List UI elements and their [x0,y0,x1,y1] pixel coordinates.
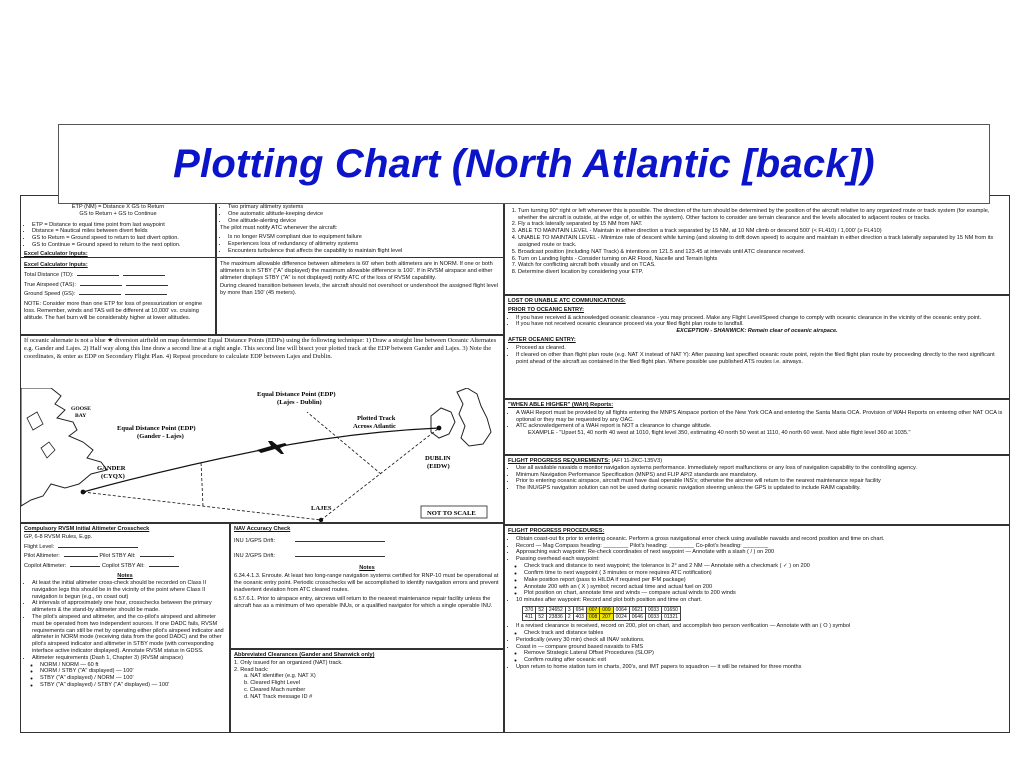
edp-gander-sublabel: (Gander - Lajes) [137,433,184,440]
contingency-step: 3. ABLE TO MAINTAIN LEVEL - Maintain in either direction a track separated by 15 NM, at 10 NM climb or descend 500' (< FL410) / 1,000' (≥ FL410) [518,228,1006,235]
prior-entry-item: • If you have received & acknowledged oceanic clearance - you may proceed. Make any Flight Level/Speed change to comply with oceanic clearance in the vicinity of the oceanic entry point. [516,315,1006,322]
log-cell: 3 [565,606,573,613]
wah-section [504,399,1010,455]
fpr-item: • Minimum Navigation Performance Specification (MNPS) and FLIP AP/2 standards are mandatory. [516,472,1006,479]
crosscheck-sub: GP, 6-8 RVSM Rules, E.gp. [24,533,93,540]
log-cell: 01650 [662,606,681,613]
contingency-section [504,195,1010,295]
goose-bay-label: GOOSE [71,406,91,412]
log-cell: 403 [573,614,586,621]
edp-bisector-1 [201,462,203,506]
contingency-step: 5. Broadcast position (including NAT Track) & intentions on 121.5 and 123.45 at intervals until ATC clearance received. [518,249,1006,256]
etp-formula-top: ETP (NM) = Distance X GS to Return [71,204,165,210]
prior-entry-heading: PRIOR TO OCEANIC ENTRY: [508,306,585,313]
crosscheck-note: • At intervals of approximately one hour, crosschecks between the primary altimeters & the stand-by altimeter should be made. [32,600,226,614]
fpp-item: • Passing overhead each waypoint: [516,556,1006,563]
log-cell: 0033 [645,614,661,621]
fpr-ref: (AFI 11-2KC-135V3) [611,458,663,464]
north-atlantic-map [21,388,504,523]
fpp-sub-item: ◦ Annotate 200 with an ( X ) symbol; record actual time and actual fuel on 200 [524,584,1006,591]
final-sub-item: ◦ Remove Strategic Lateral Offset Procedures (SLOP) [524,650,1006,657]
fpp-ten-minutes: • 10 minutes after waypoint: Record and plot both position and time on chart. [516,597,1006,604]
wah-example: EXAMPLE - "Upset 51, 40 north 40 west at 1010, flight level 350, estimating 40 north 50 west at 1110, 40 north 60 west. Next able flight level 360 at 1035." [528,430,911,437]
scale-note: NOT TO SCALE [427,510,476,517]
nav-note-2: 6.57.6.1. Prior to airspace entry, aircrews will return to the nearest maintenance repair facility unless the aircraft has as a minimum of two operable INUs, or a qualified navigator for which a single operable INU. [234,595,493,609]
log-cell: 24652 [546,606,565,613]
gander-lajes-line [83,492,321,520]
fpp-sub-item: ◦ Confirm time to next waypoint ( 3 minutes or more requires ATC notification) [524,570,1006,577]
dublin-sublabel: (EIDW) [427,463,450,470]
rvsm-notify-text: The pilot must notify ATC whenever the aircraft: [220,225,338,232]
etp-formula-bottom: GS to Return + GS to Continue [79,210,157,217]
rvsm-para-2: During cleared transition between levels, the aircraft should not overshoot or undershoot the assigned flight level by more than 150' (45 meters). [220,283,498,297]
wah-heading: "WHEN ABLE HIGHER" (WAH) Reports: [508,402,614,408]
log-cell: 52 [536,614,547,621]
abbr-heading: Abbreviated Clearances (Gander and Shanwick only) [234,652,375,658]
gander-marker [81,490,86,495]
log-cell: 207 [600,614,613,621]
plotted-track-label: Plotted Track [357,415,396,422]
calc-note: NOTE: Consider more than one ETP for loss of pressurization or engine loss. Remember, winds and TAS will be different at 10,000' vs. cruising altitude. The fuel burn will be considerably higher at lower altitudes. [24,301,203,321]
final-item: • Upon return to home station turn in charts, 200's, and IMT papers to squadron — it will be retained for three months [516,664,1006,671]
crosscheck-notes-heading: Notes [117,573,133,580]
final-sub-item: ◦ Confirm routing after oceanic exit [524,657,1006,664]
log-cell: 0646 [629,614,645,621]
dublin-label: DUBLIN [425,455,451,462]
etp-bullet: • GS to Continue = Ground speed to return to the next option. [32,242,212,249]
abbr-line: 2. Read back: [234,666,269,673]
contingency-step: 7. Watch for conflicting aircraft both visually and on TCAS. [518,262,1006,269]
nav-accuracy-section [230,523,504,649]
fpr-item: • The INU/GPS navigation solution can not be used during oceanic navigation steering unless the GPS is updated to include RAIM capability. [516,485,1006,492]
altimeter-req: ◦ NORM / STBY ("A" displayed) — 100' [40,668,226,675]
lajes-label: LAJES [311,505,332,512]
rvsm-notify-item: • Is no longer RVSM compliant due to equipment failure [228,234,500,241]
wah-item: • ATC acknowledgement of a WAH report is NOT a clearance to change altitude. [516,423,1006,430]
final-sub-item: ◦ Check track and distance tables [524,630,1006,637]
rvsm-equip-item: • One altitude-alerting device [228,218,500,225]
contingency-step: 8. Determine divert location by considering your ETP. [518,269,1006,276]
after-entry-item: • Proceed as cleared. [516,345,1006,352]
altimeter-req: ◦ NORM / NORM — 60 ft [40,662,226,669]
lajes-marker [319,518,323,522]
field-inu1-drift: INU 1/GPS Drift: [234,538,500,545]
edp-map-section [20,335,504,523]
abbr-line: 1. Only issued for an organized (NAT) track. [234,659,343,666]
gander-label: GANDER [97,465,126,472]
rvsm-equip-item: • Two primary altimetry systems [228,204,500,211]
log-cell: 008 [586,614,599,621]
calc-inputs-block [20,257,216,335]
goose-bay-sublabel: BAY [75,413,87,419]
rvsm-tolerance-block [216,257,504,335]
calc-heading-2: Excel Calculator Inputs: [24,262,88,268]
log-cell: 0033 [645,606,661,613]
contingency-step: 6. Turn on Landing lights - Consider turning on AR Flood, Nacelle and Terrain lights [518,256,1006,263]
fpp-sub-item: ◦ Check track and distance to next waypoint; the tolerance is 2° and 2 NM — Annotate with a checkmark ( ✓ ) on 200 [524,563,1006,570]
flight-log-sample [522,606,681,621]
rvsm-equip-item: • One automatic altitude-keeping device [228,211,500,218]
dublin-marker [437,426,442,431]
crosscheck-note: • At least the initial altimeter cross-check should be recorded on Class II navigation legs this should be in the vicinity of the point where Class II navigation is begun (e.g., on coast out) [32,580,226,600]
fpr-item: • Use all available navaids o monitor navigation systems performance. Immediately report malfunctions or any loss of navigation capability to the controlling agency. [516,465,1006,472]
contingency-step: 4. UNABLE TO MAINTAIN LEVEL - Minimize rate of descent while turning (and slowing to drift down speed) to acquire and maintain in either direction a track laterally separated by 15 NM from its assigned route or track. [518,235,1006,249]
calc-field-true-airspeed: True Airspeed (TAS): [24,282,212,289]
nav-accuracy-heading: NAV Accuracy Check [234,526,291,532]
after-entry-item: • If cleared on other than flight plan route (e.g. NAT X instead of NAT Y): After passing last specified oceanic route point, rejoin the filed flight plan route by proceeding directly to the next significant point ahead of the aircraft as contained in the filed flight plan. Where possible use published ATS routes i.e. airways. [516,352,1006,366]
fpr-item: • Prior to entering oceanic airspace, aircraft must have dual operable INS's; otherwise the aircrew will return to the nearest maintenance repair facility [516,478,1006,485]
field-inu2-drift: INU 2/GPS Drift: [234,553,500,560]
edp-dublin-sublabel: (Lajes - Dublin) [277,399,322,406]
final-item: • Periodically (every 30 min) check all INAV solutions. [516,637,1006,644]
nav-note-1: 6.34.4.1.3. Enroute. At least two long-range navigation systems certified for RNP-10 must be operational at the oceanic entry point. Periodic crosschecks will be accomplished to identify navigation errors and prevent inadvertent deviation from ATC cleared routes. [234,573,499,593]
calc-field-total-distance: Total Distance (TD): [24,272,212,279]
edp-instructions: If oceanic alternate is not a blue ★ diversion airfield on map determine Equal Distance Points (EDPs) using the following technique: 1) Draw a straight line between Oceanic Alternates e.g. Gander and Lajes. 2) Half way along this line draw a second line at a right angle. This second line will bisect your plotted track at the EDP between Gander and Lajes. 3) Note the coordinates, & enter as EDP on Secondary Flight Plan. 4) Repeat procedure to calculate EDP between Lajes and Dublin. [24,337,497,360]
log-cell: 01321 [662,614,681,621]
fpp-heading: FLIGHT PROGRESS PROCEDURES: [508,528,605,534]
edp-gander-label: Equal Distance Point (EDP) [117,425,196,432]
lost-comms-section [504,295,1010,399]
fpr-heading: FLIGHT PROGRESS REQUIREMENTS: [508,458,610,464]
edp-dublin-label: Equal Distance Point (EDP) [257,391,336,398]
final-item: • Coast in — compare ground based navaids to FMS [516,644,1006,651]
fpp-sub-item: ◦ Plot position on chart, annotate time and winds — compare actual winds to 200 winds [524,590,1006,597]
crosscheck-note: • The pilot's airspeed and altimeter, and the co-pilot's airspeed and altimeter must be operated from two independent sources. If one DADC fails, RVSM requirements can still be met by operating either pilot's airspeed indicator and altimeter in NORM mode (receiving data from the good DADC) and the other pilot's airspeed indicator and altimeter in STBY mode (with corresponding interface active indicator displayed). Annotate RVSM status in GDSS. [32,614,226,655]
field-pilot-altimeter: Pilot Altimeter: Pilot STBY Alt: [24,553,226,560]
flight-progress-proc-section [504,525,1010,733]
prior-entry-item: • If you have not received oceanic clearance proceed via your filed flight plan route to landfall. [516,321,1006,328]
log-row [523,606,681,613]
rvsm-crosscheck-section [20,523,230,733]
airplane-icon [257,441,287,454]
fpp-item: • Approaching each waypoint: Re-check coordinates of next waypoint — Annotate with a slash ( / ) on 200 [516,549,1006,556]
log-cell: 654 [573,606,586,613]
rvsm-notify-item: • Experiences loss of redundancy of altimetry systems [228,241,500,248]
crosscheck-note: • Altimeter requirements (Dash 1, Chapter 3) (RVSM airspace) [32,655,226,662]
fpp-sub-item: ◦ Make position report (pass to HILDA if required per IFM package) [524,577,1006,584]
log-row [523,614,681,621]
abbr-line: d. NAT Track message ID # [244,693,313,700]
contingency-step: 1. Turn turning 90° right or left whenever this is possible. The direction of the turn should be determined by the position of the aircraft relative to any organized route or track system (for example, whether the aircraft is outside, at the edge of, or within the system). Other factors to consider are terrain clearance and the levels allocated to adjacent routes or tracks. [518,208,1006,222]
log-cell: 370 [523,606,536,613]
fpp-item: • Obtain coast-out fix prior to entering oceanic. Perform a gross navigational error check using available navaids and record position and time on chart. [516,536,1006,543]
log-cell: 23836 [546,614,565,621]
log-cell: 0064 [613,606,629,613]
plotted-track-sublabel: Across Atlantic [353,423,396,430]
etp-bullet: • Distance = Nautical miles between divert fields [32,228,212,235]
abbr-line: b. Cleared Flight Level [244,680,300,687]
etp-bullet: • ETP = Distance to equal time point from last waypoint [32,222,212,229]
calc-heading: Excel Calculator Inputs: [24,250,88,257]
wah-item: • A WAH Report must be provided by all flights entering the MNPS Airspace portion of the New York OCA and entering the Santa Maria OCA. Provision of WAH Reports on entering other NAT OCA is optional or they may be requested by any OAC. [516,410,1006,424]
shanwick-exception: EXCEPTION - SHANWICK: Remain clear of oceanic airspace. [676,328,838,335]
field-copilot-altimeter: Copilot Altimeter: Copilot STBY Alt: [24,563,226,570]
flight-progress-req-section [504,455,1010,525]
abbr-line: c. Cleared Mach number [244,687,306,694]
gander-sublabel: (CYQX) [101,473,125,480]
abbreviated-clearance-section [230,649,504,733]
rvsm-notify-item: • Encounters turbulence that affects the capability to maintain flight level [228,248,500,255]
slide-title: Plotting Chart (North Atlantic [back]) [173,141,875,186]
log-cell: 007 [586,606,599,613]
nav-notes-heading: Notes [359,565,375,572]
log-cell: 411 [523,614,536,621]
log-cell: 009 [600,606,613,613]
log-cell: 2 [565,614,573,621]
etp-bullet: • GS to Return = Ground speed to return to last divert option. [32,235,212,242]
log-cell: 52 [536,606,547,613]
rvsm-para-1: The maximum allowable difference between altimeters is 60' when both altimeters are in NORM. If one or both altimeters is in STBY ("A" displayed) the maximum allowable difference is 100'. If in RVSM airspace and either altimeter displays STBY ("A" is not displayed) notify ATC of the loss of RVSM capability. [220,261,493,281]
calc-field-ground-speed: Ground Speed (GS): [24,291,212,298]
altimeter-req: ◦ STBY ("A" displayed) / STBY ("A" displayed) — 100' [40,682,226,689]
field-flight-level: Flight Level: [24,544,226,551]
after-entry-heading: AFTER OCEANIC ENTRY: [508,337,576,344]
contingency-step: 2. Fly a track laterally separated by 15 NM from NAT. [518,221,1006,228]
lost-comms-heading: LOST OR UNABLE ATC COMMUNICATIONS: [508,298,626,304]
plotting-chart-sheet [20,195,1010,733]
fpp-item: • Record — Mag Compass heading: ________ Pilot's heading: ________ Co-pilot's heading: ________ [516,543,1006,550]
crosscheck-heading: Compulsory RVSM Initial Altimeter Crosscheck [24,526,150,532]
log-cell: 0024 [613,614,629,621]
final-item: • If a revised clearance is received, record on 200, plot on chart, and accomplish two person verification — Annotate with an ( O ) symbol [516,623,1006,630]
log-cell: 0621 [629,606,645,613]
slide-title-box [58,124,990,204]
altimeter-req: ◦ STBY ("A" displayed) / NORM — 100' [40,675,226,682]
abbr-line: a. NAT identifier (e.g. NAT X) [244,673,316,680]
